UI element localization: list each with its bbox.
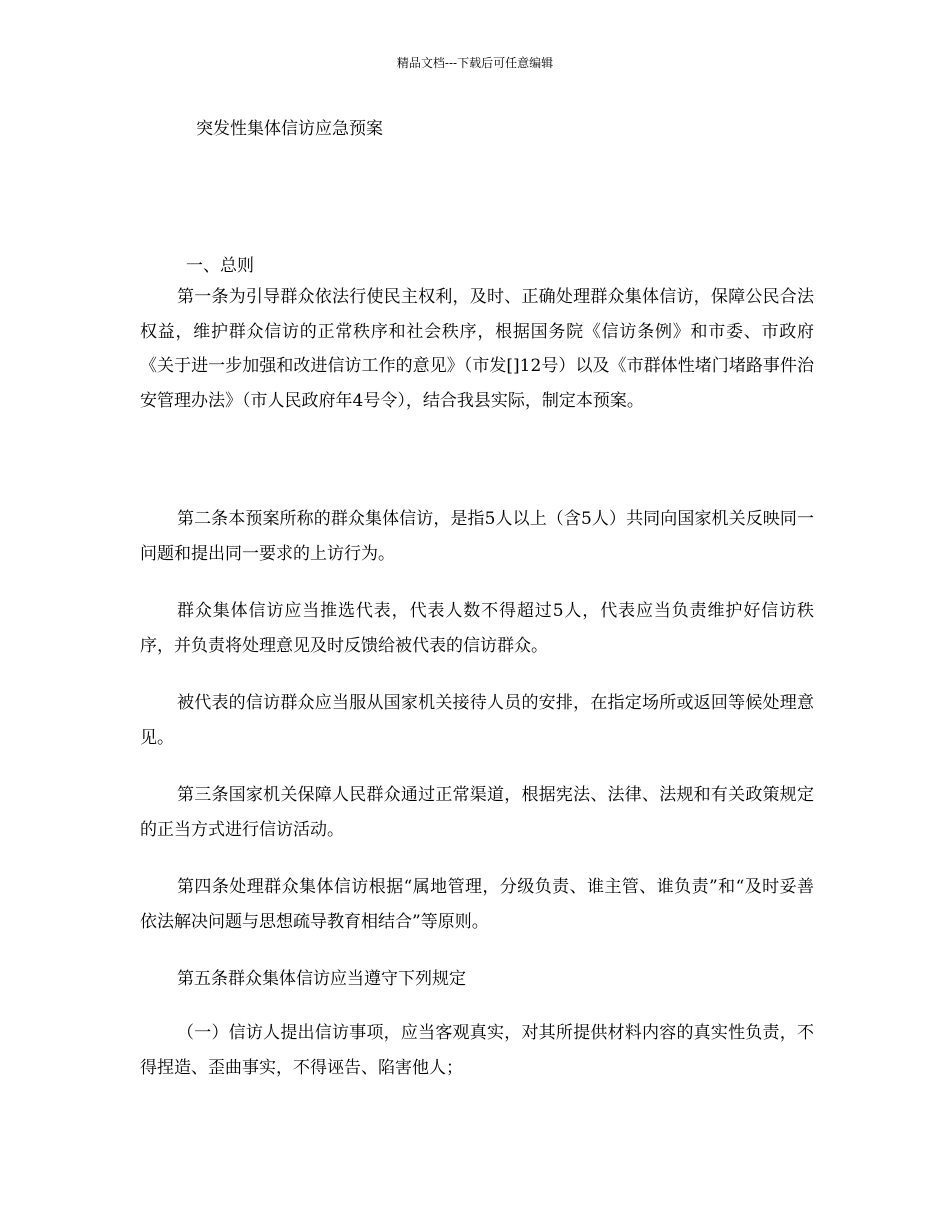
paragraph-article-4: 第四条处理群众集体信访根据“属地管理，分级负责、谁主管、谁负责”和“及时妥善依法解决问题与思想疏导教育相结合”等原则。 [140,877,814,932]
paragraph-representatives: 群众集体信访应当推选代表，代表人数不得超过5人，代表应当负责维护好信访秩序，并负责将处理意见及时反馈给被代表的信访群众。 [140,601,814,656]
paragraph-represented-petitioners: 被代表的信访群众应当服从国家机关接待人员的安排，在指定场所或返回等候处理意见。 [140,693,814,748]
page-header: 精品文档---下载后可任意编辑 [396,56,554,70]
section-heading: 一、总则 [186,256,254,276]
paragraph-article-1: 第一条为引导群众依法行使民主权利，及时、正确处理群众集体信访，保障公民合法权益，维护群众信访的正常秩序和社会秩序，根据国务院《信访条例》和市委、市政府《关于进一步加强和改进信访工作的意见》（市发[]12号）以及《市群体性堵门堵路事件治安管理办法》（市人民政府年4号令），结合我县实际，制定本预案。 [140,287,814,411]
paragraph-clause-1: （一）信访人提出信访事项，应当客观真实，对其所提供材料内容的真实性负责，不得捏造、歪曲事实，不得诬告、陷害他人； [140,1023,814,1078]
paragraph-article-5: 第五条群众集体信访应当遵守下列规定 [177,969,466,989]
document-title: 突发性集体信访应急预案 [196,119,383,139]
paragraph-article-3: 第三条国家机关保障人民群众通过正常渠道，根据宪法、法律、法规和有关政策规定的正当方式进行信访活动。 [140,785,814,840]
paragraph-article-2: 第二条本预案所称的群众集体信访，是指5人以上（含5人）共同向国家机关反映同一问题和提出同一要求的上访行为。 [140,509,814,564]
